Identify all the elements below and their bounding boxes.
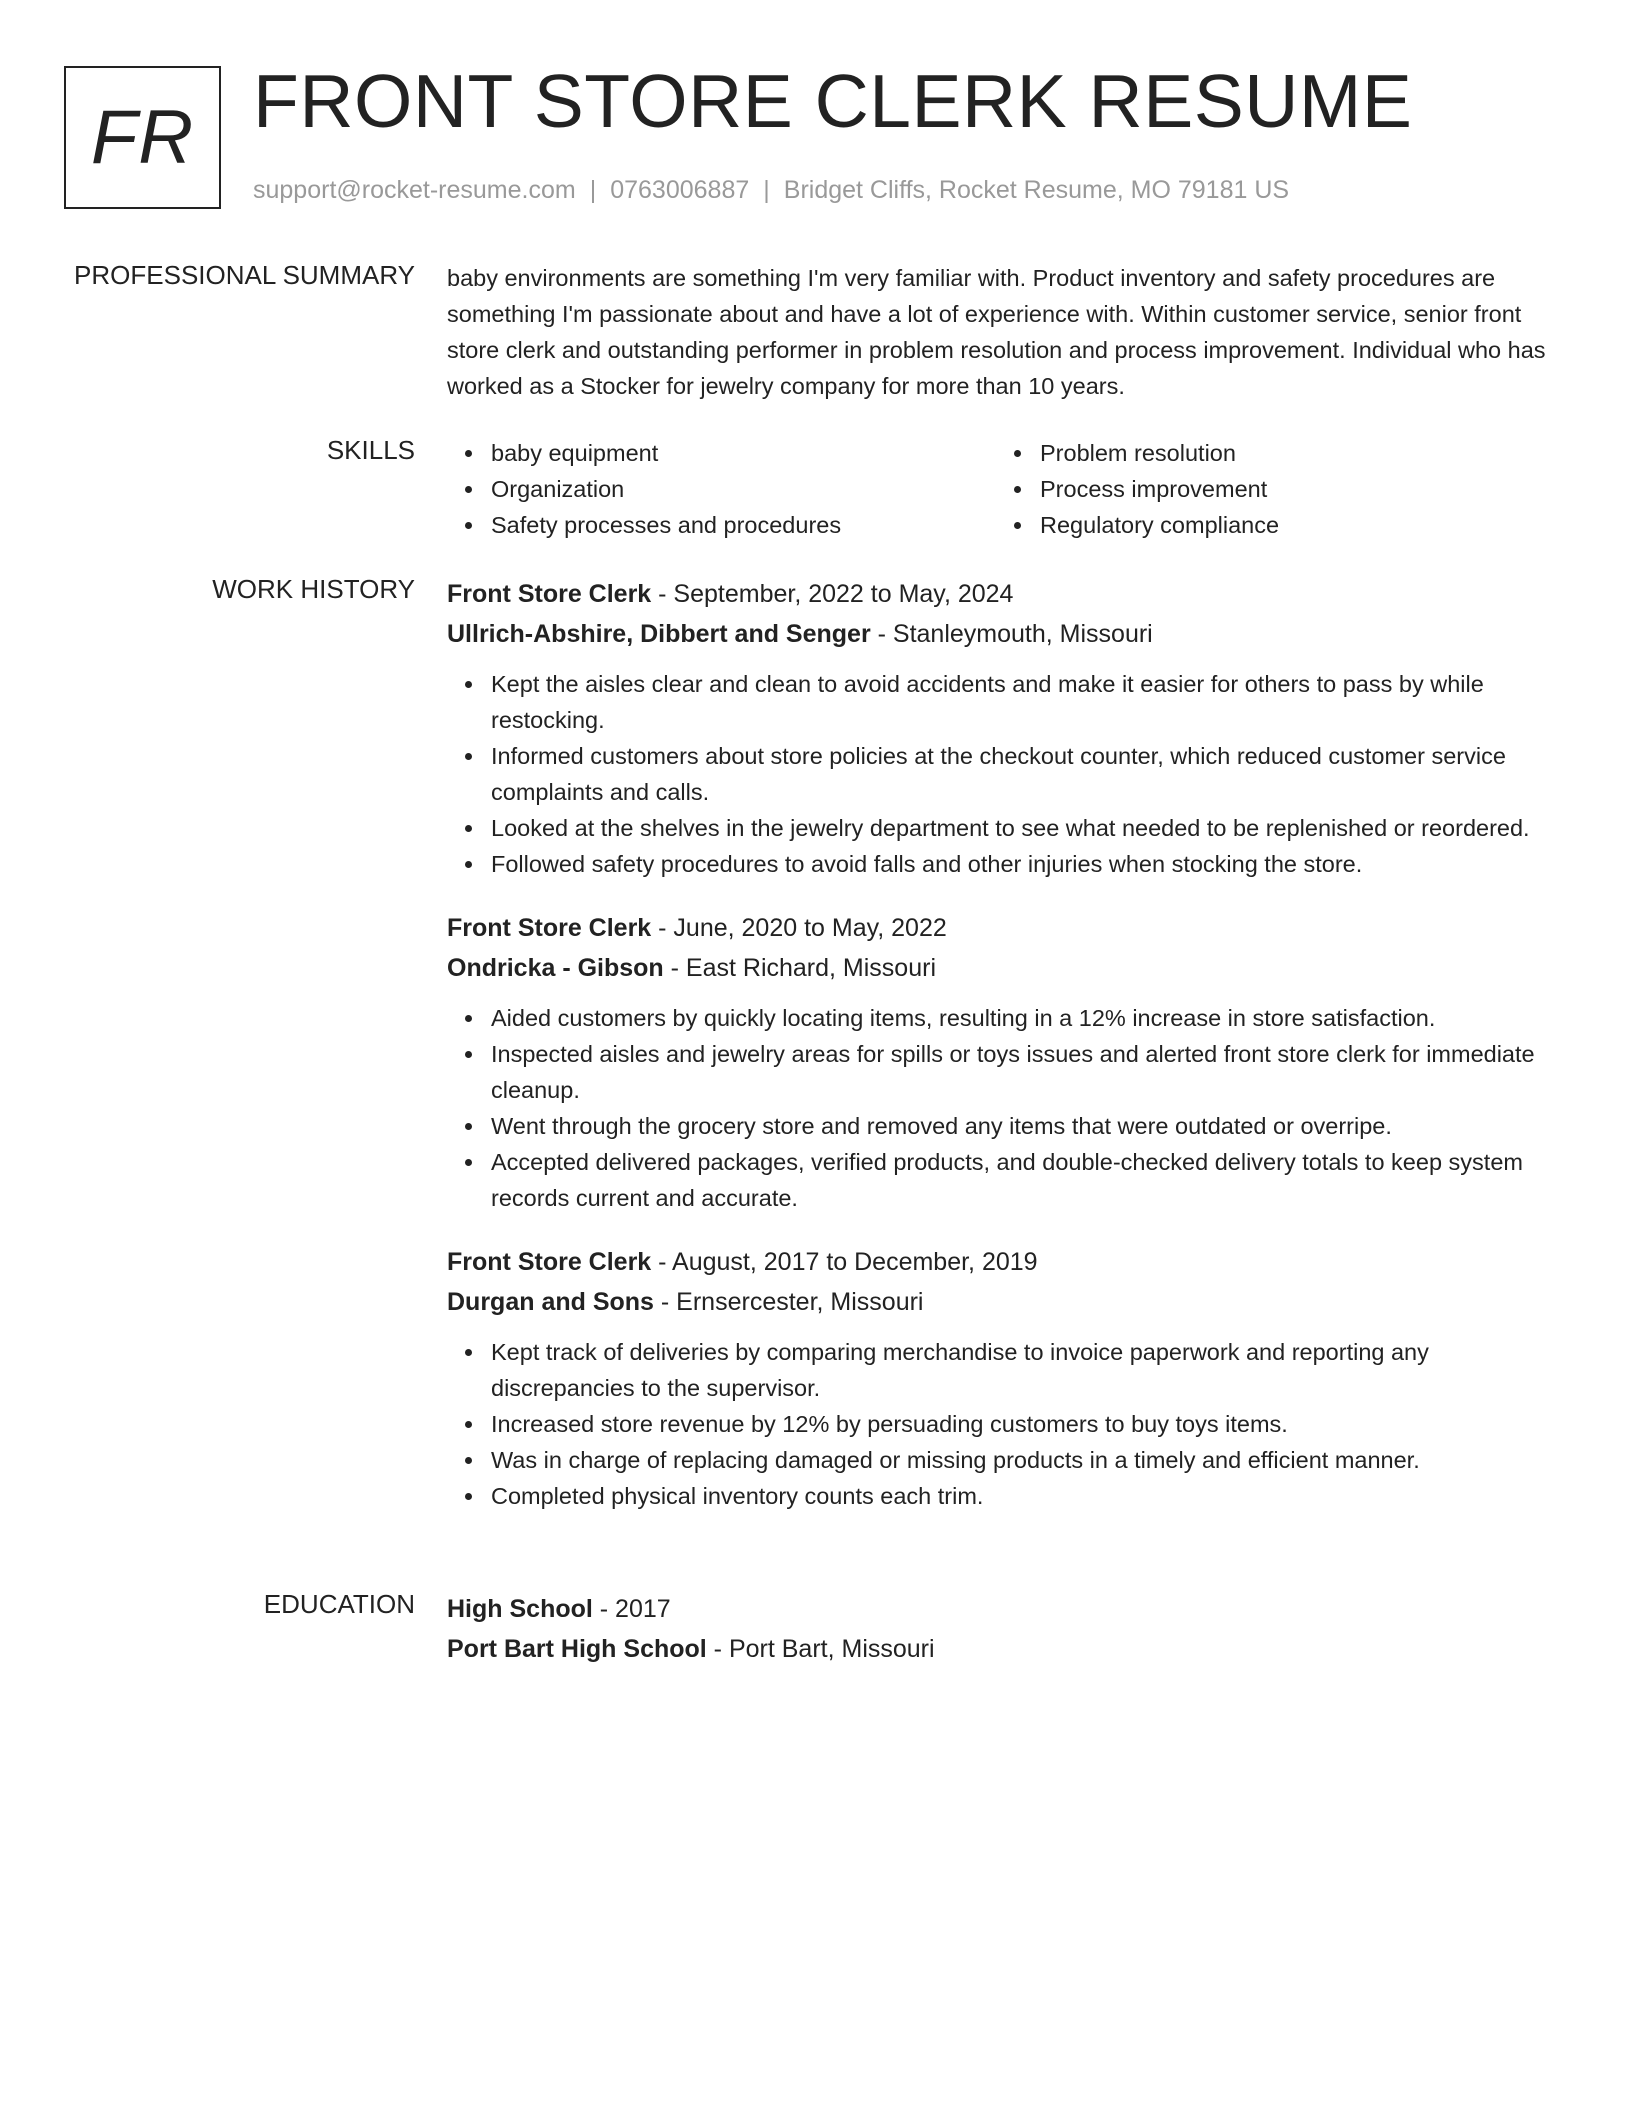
skills-column-left [447, 435, 996, 543]
job-bullets [447, 666, 1563, 882]
skill-item: Problem resolution [996, 435, 1545, 471]
skill-item: baby equipment [447, 435, 996, 471]
job-location: - Ernsercester, Missouri [653, 1288, 924, 1316]
skills-grid [447, 435, 1563, 543]
skill-item: Process improvement [996, 471, 1545, 507]
job-bullet: Accepted delivered packages, verified products, and double-checked delivery totals to keep system records current and accurate. [447, 1144, 1563, 1216]
contact-email[interactable]: support@rocket-resume.com [253, 176, 576, 204]
job-company: Durgan and Sons [447, 1288, 654, 1316]
contact-separator: | [763, 176, 770, 204]
job-bullet: Informed customers about store policies at the checkout counter, which reduced customer service complaints and calls. [447, 738, 1563, 810]
job-dates: - August, 2017 to December, 2019 [651, 1248, 1038, 1276]
job-bullet: Kept the aisles clear and clean to avoid accidents and make it easier for others to pass by while restocking. [447, 666, 1563, 738]
job-bullet: Completed physical inventory counts each trim. [447, 1478, 1563, 1514]
education-label: EDUCATION [263, 1589, 415, 1619]
job-dates: - June, 2020 to May, 2022 [651, 914, 947, 942]
job-title: Front Store Clerk [447, 914, 652, 942]
job-title-line [447, 574, 1563, 614]
job-entry [447, 574, 1563, 882]
job-entry [447, 908, 1563, 1216]
contact-phone[interactable]: 0763006887 [610, 176, 750, 204]
job-company-line [447, 614, 1563, 654]
education-location: - Port Bart, Missouri [706, 1635, 935, 1663]
resume-title: FRONT STORE CLERK RESUME [253, 59, 1413, 143]
skill-item: Regulatory compliance [996, 507, 1545, 543]
skill-item: Safety processes and procedures [447, 507, 996, 543]
job-title-line [447, 908, 1563, 948]
contact-address: Bridget Cliffs, Rocket Resume, MO 79181 US [783, 176, 1290, 204]
job-dates: - September, 2022 to May, 2024 [651, 580, 1014, 608]
summary-text: baby environments are something I'm very familiar with. Product inventory and safety procedures are something I'm passionate about and have a lot of experience with. Within customer service, senior front store clerk and outstanding performer in problem resolution and process improvement. Individual who has worked as a Stocker for jewelry company for more than 10 years. [447, 265, 1546, 399]
education-degree: High School [447, 1595, 593, 1623]
contact-separator: | [589, 176, 597, 204]
job-title-line [447, 1242, 1563, 1282]
job-bullet: Looked at the shelves in the jewelry department to see what needed to be replenished or reordered. [447, 810, 1563, 846]
job-entry [447, 1242, 1563, 1514]
job-bullets [447, 1334, 1563, 1514]
skills-label: SKILLS [326, 435, 415, 465]
job-title: Front Store Clerk [447, 1248, 652, 1276]
monogram-logo: FR [64, 66, 221, 209]
education-school-line [447, 1629, 1563, 1669]
skill-item: Organization [447, 471, 996, 507]
education-degree-line [447, 1589, 1563, 1629]
job-bullet: Increased store revenue by 12% by persuading customers to buy toys items. [447, 1406, 1563, 1442]
job-bullet: Inspected aisles and jewelry areas for spills or toys issues and alerted front store clerk for immediate cleanup. [447, 1036, 1563, 1108]
job-company-line [447, 948, 1563, 988]
job-bullet: Went through the grocery store and removed any items that were outdated or overripe. [447, 1108, 1563, 1144]
job-bullet: Aided customers by quickly locating items, resulting in a 12% increase in store satisfaction. [447, 1000, 1563, 1036]
job-bullet: Was in charge of replacing damaged or missing products in a timely and efficient manner. [447, 1442, 1563, 1478]
job-company-line [447, 1282, 1563, 1322]
skills-column-right [996, 435, 1545, 543]
job-location: - Stanleymouth, Missouri [870, 620, 1153, 648]
job-bullet: Kept track of deliveries by comparing merchandise to invoice paperwork and reporting any discrepancies to the supervisor. [447, 1334, 1563, 1406]
job-bullets [447, 1000, 1563, 1216]
job-bullet: Followed safety procedures to avoid falls and other injuries when stocking the store. [447, 846, 1563, 882]
education-school: Port Bart High School [447, 1635, 707, 1663]
summary-label: PROFESSIONAL SUMMARY [74, 260, 415, 290]
education-year: - 2017 [592, 1595, 671, 1623]
job-title: Front Store Clerk [447, 580, 652, 608]
work-history-label: WORK HISTORY [212, 574, 415, 604]
contact-line [253, 176, 1289, 205]
job-location: - East Richard, Missouri [663, 954, 936, 982]
job-company: Ondricka - Gibson [447, 954, 664, 982]
job-company: Ullrich-Abshire, Dibbert and Senger [447, 620, 871, 648]
